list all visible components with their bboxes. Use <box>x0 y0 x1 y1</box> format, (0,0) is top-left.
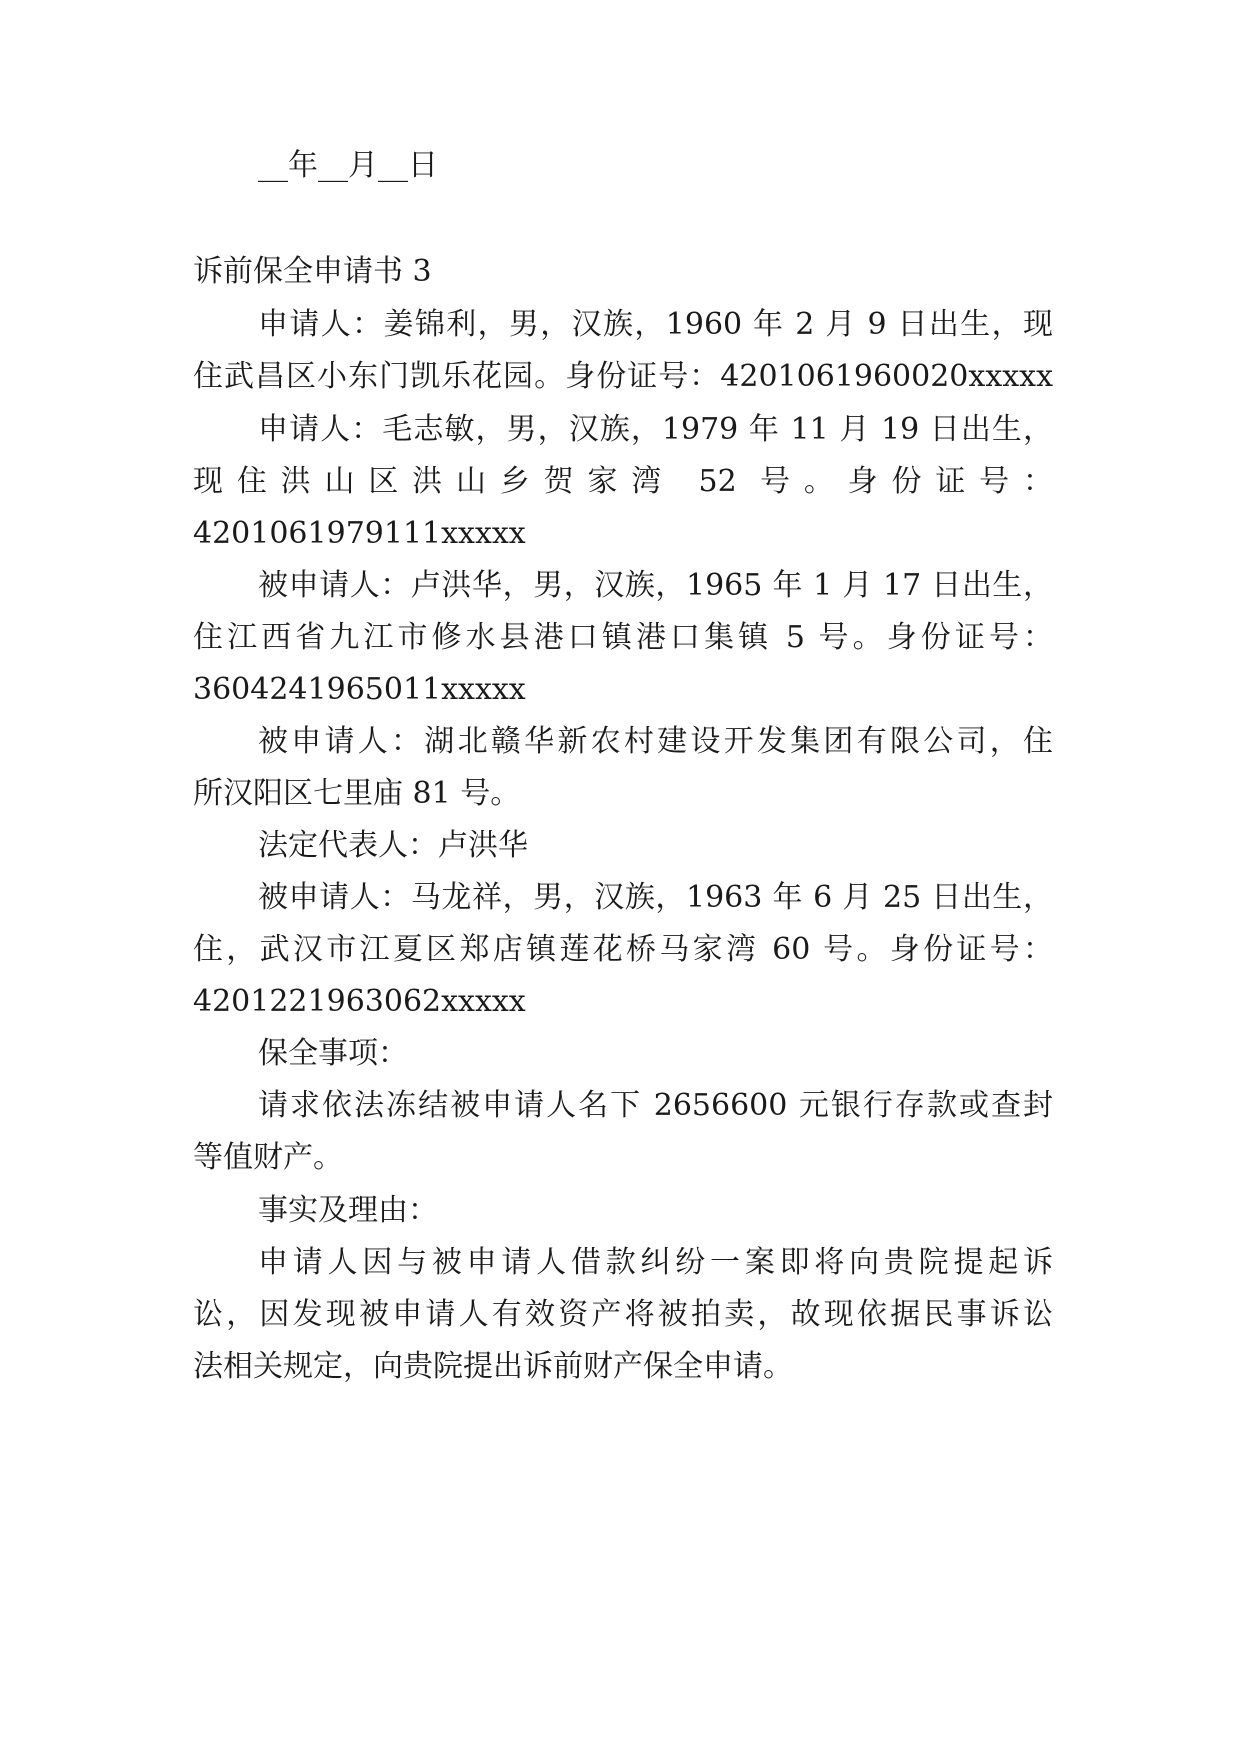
respondent-1-id-number: 3604241965011xxxxx <box>193 672 526 707</box>
date-line: __年__月__日 <box>258 148 438 183</box>
facts-reasons-line-3: 法相关规定，向贵院提出诉前财产保全申请。 <box>193 1349 793 1384</box>
preservation-matters-line-2: 等值财产。 <box>193 1140 343 1175</box>
respondent-3-id-number: 4201221963062xxxxx <box>193 984 526 1019</box>
applicant-2-id-number: 4201061979111xxxxx <box>193 516 526 551</box>
legal-representative: 法定代表人：卢洪华 <box>258 828 528 863</box>
respondent-1-line-2: 住江西省九江市修水县港口镇港口集镇 5 号。身份证号： <box>193 620 1053 655</box>
facts-reasons-line-1: 申请人因与被申请人借款纠纷一案即将向贵院提起诉 <box>258 1245 1053 1280</box>
preservation-matters-heading: 保全事项： <box>258 1036 408 1071</box>
applicant-2-line-2: 现住洪山区洪山乡贺家湾 52 号。身份证号： <box>193 464 1053 499</box>
respondent-1-line-1: 被申请人：卢洪华，男，汉族，1965 年 1 月 17 日出生， <box>258 568 1053 603</box>
respondent-3-line-2: 住，武汉市江夏区郑店镇莲花桥马家湾 60 号。身份证号： <box>193 932 1053 967</box>
applicant-1-line-2: 住武昌区小东门凯乐花园。身份证号：4201061960020xxxxx <box>193 359 1053 394</box>
applicant-1-line-1: 申请人：姜锦利，男，汉族，1960 年 2 月 9 日出生，现 <box>258 307 1053 342</box>
applicant-2-line-1: 申请人：毛志敏，男，汉族，1979 年 11 月 19 日出生， <box>258 412 1053 447</box>
facts-reasons-line-2: 讼，因发现被申请人有效资产将被拍卖，故现依据民事诉讼 <box>193 1297 1053 1332</box>
respondent-3-line-1: 被申请人：马龙祥，男，汉族，1963 年 6 月 25 日出生， <box>258 880 1053 915</box>
document-title: 诉前保全申请书 3 <box>193 254 432 289</box>
respondent-2-line-2: 所汉阳区七里庙 81 号。 <box>193 776 521 811</box>
preservation-matters-line-1: 请求依法冻结被申请人名下 2656600 元银行存款或查封 <box>258 1088 1053 1123</box>
facts-reasons-heading: 事实及理由： <box>258 1193 438 1228</box>
respondent-2-line-1: 被申请人：湖北赣华新农村建设开发集团有限公司，住 <box>258 724 1053 759</box>
